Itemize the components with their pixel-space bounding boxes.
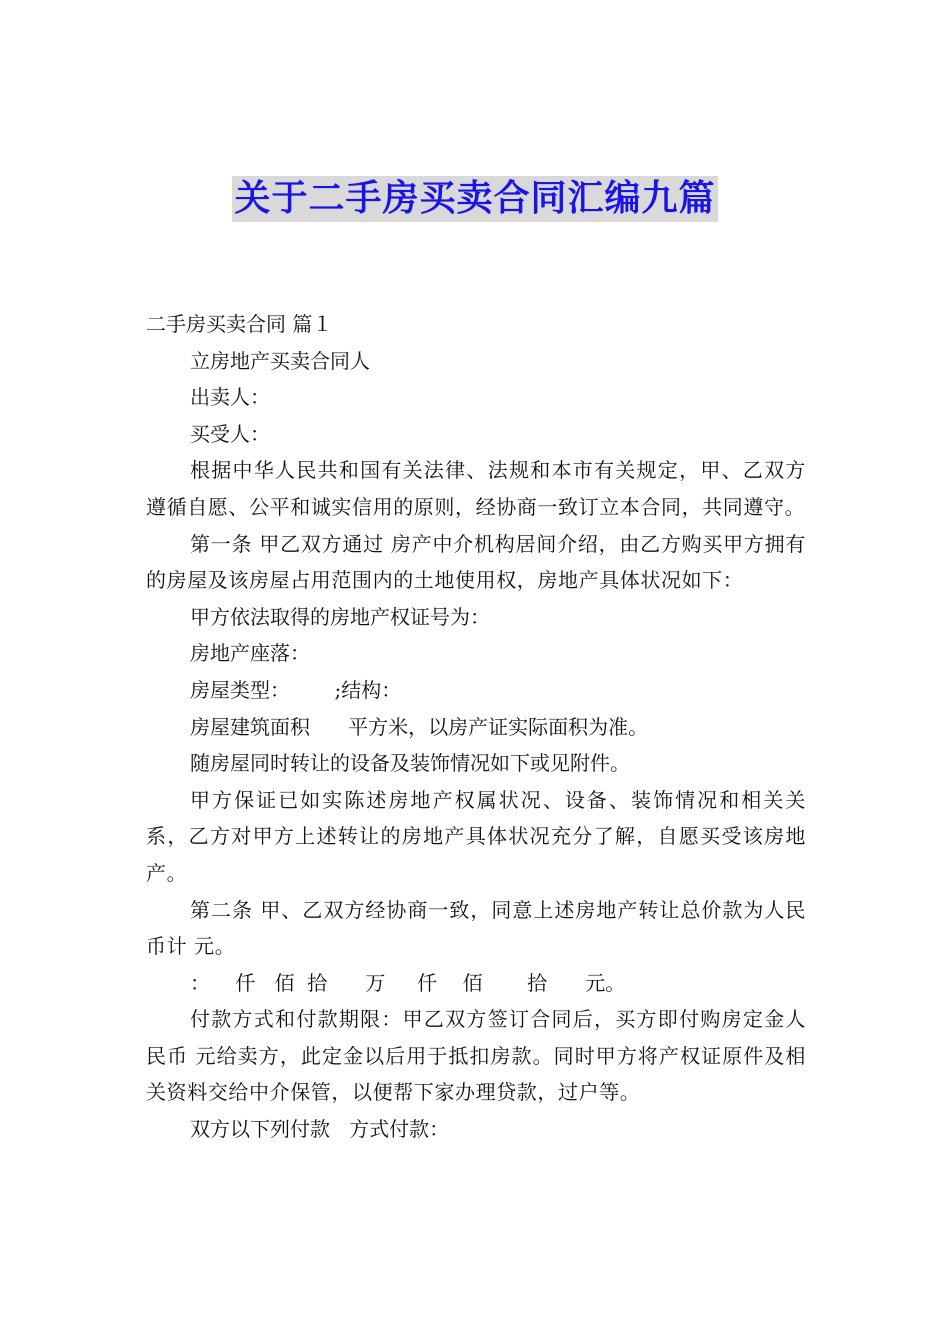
contract-body [146,306,806,1148]
contract-line-type: 房屋类型： ;结构： [190,677,402,702]
contract-line-location: 房地产座落： [190,641,310,666]
contract-paragraph-article-2: 第二条 甲、乙双方经协商一致，同意上述房地产转让总价款为人民币计 元。 [146,897,806,959]
contract-line-buyer: 买受人： [190,421,270,446]
title-container [0,176,950,222]
contract-line-certificate: 甲方依法取得的房地产权证号为： [190,604,490,629]
contract-paragraph-article-1: 第一条 甲乙双方通过 房产中介机构居间介绍，由乙方购买甲方拥有的房屋及该房屋占用范围内的土地使用权，房地产具体状况如下： [146,531,806,593]
contract-line-area: 房屋建筑面积 平方米，以房产证实际面积为准。 [190,714,649,739]
contract-line-equipment: 随房屋同时转让的设备及装饰情况如下或见附件。 [190,751,630,776]
contract-paragraph-warranty: 甲方保证已如实陈述房地产权属状况、设备、装饰情况和相关关系，乙方对甲方上述转让的房地产具体状况充分了解，自愿买受该房地产。 [146,787,806,885]
contract-line-amount-words: ： 仟 佰 拾 万 仟 佰 拾 元。 [190,970,626,995]
document-title: 关于二手房买卖合同汇编九篇 [232,176,717,222]
contract-line-seller: 出卖人： [190,385,270,410]
contract-paragraph-payment: 付款方式和付款期限：甲乙双方签订合同后，买方即付购房定金人民币 元给卖方，此定金以后用于抵扣房款。同时甲方将产权证原件及相关资料交给中介保管，以便帮下家办理贷款，过户等。 [146,1007,806,1105]
contract-paragraph-preamble: 根据中华人民共和国有关法律、法规和本市有关规定，甲、乙双方遵循自愿、公平和诚实信用的原则，经协商一致订立本合同，共同遵守。 [146,458,806,519]
section-heading: 二手房买卖合同 篇１ [146,312,333,336]
contract-line-payment-method: 双方以下列付款 方式付款： [190,1117,450,1142]
contract-line-parties-title: 立房地产买卖合同人 [190,348,370,373]
